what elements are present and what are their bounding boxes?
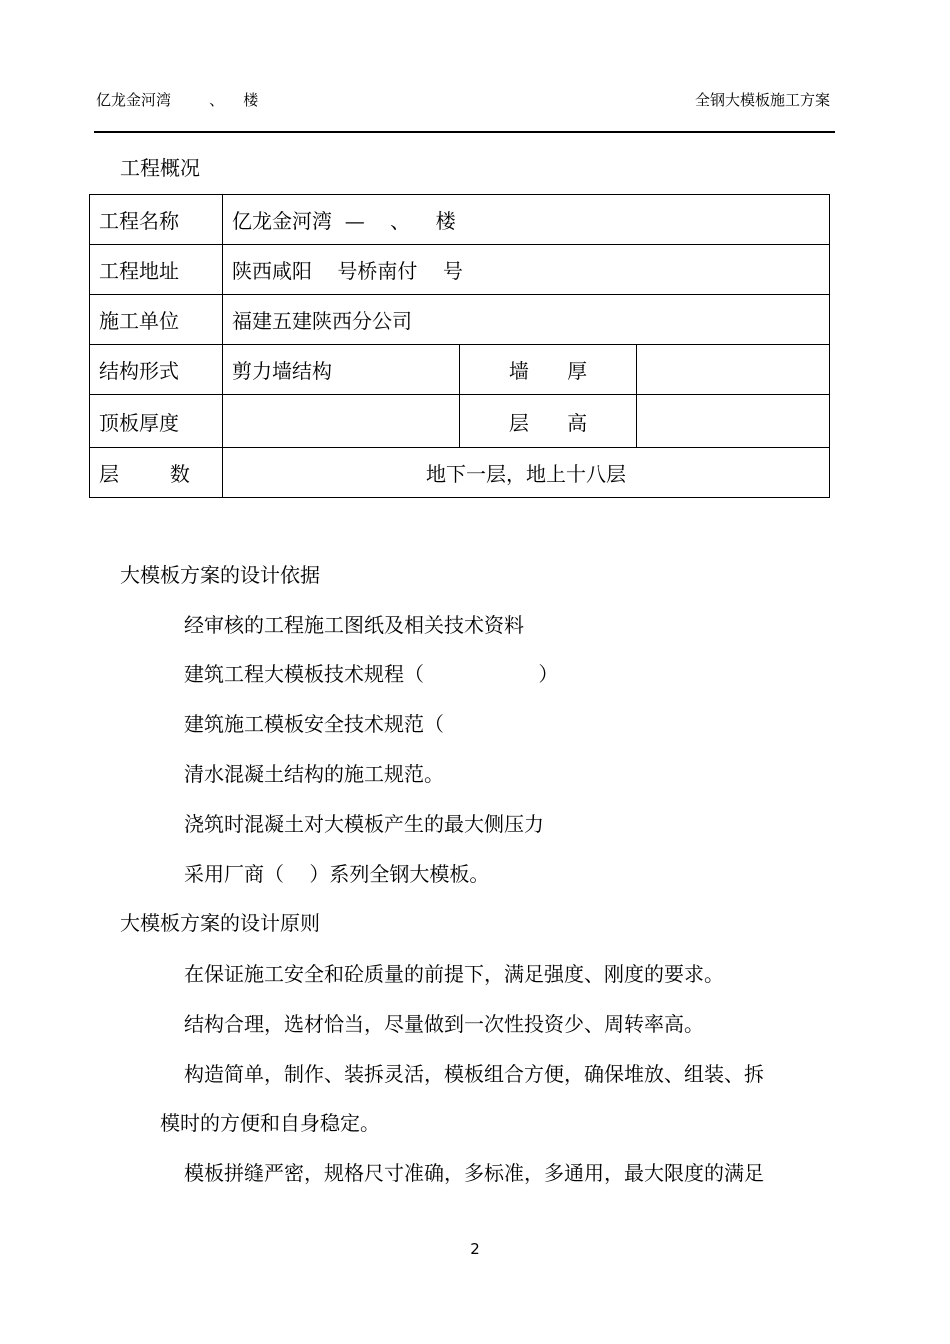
header-divider	[94, 131, 835, 133]
table-row	[90, 345, 830, 395]
table-value-wall-thickness	[637, 345, 830, 395]
list-item: 建筑工程大模板技术规程（ ）	[184, 662, 559, 686]
list-item: 构造简单，制作、装拆灵活，模板组合方便，确保堆放、组装、拆	[184, 1062, 764, 1086]
table-row	[90, 245, 830, 295]
section-title-overview: 工程概况	[120, 156, 200, 180]
table-row	[90, 195, 830, 245]
page-number: 2	[470, 1240, 480, 1258]
list-item: 采用厂商（ ）系列全钢大模板。	[184, 862, 490, 886]
table-value-slab-thickness	[223, 395, 460, 448]
table-value-structure: 剪力墙结构	[223, 345, 460, 395]
table-label-address: 工程地址	[90, 245, 223, 295]
table-value-address: 陕西咸阳 号桥南付 号	[223, 245, 830, 295]
list-item: 建筑施工模板安全技术规范（	[184, 712, 444, 736]
table-value-floor-height	[637, 395, 830, 448]
header-project-name: 亿龙金河湾 、 楼	[96, 91, 259, 109]
table-label-structure: 结构形式	[90, 345, 223, 395]
header-document-title: 全钢大模板施工方案	[694, 91, 830, 109]
table-label-wall-thickness: 墙 厚	[460, 345, 637, 395]
section-title-design-principles: 大模板方案的设计原则	[120, 911, 320, 935]
table-value-floors: 地下一层，地上十八层	[223, 448, 830, 498]
table-label-contractor: 施工单位	[90, 295, 223, 345]
table-label-project-name: 工程名称	[90, 195, 223, 245]
project-info-table	[89, 194, 830, 498]
list-item: 结构合理，选材恰当，尽量做到一次性投资少、周转率高。	[184, 1012, 704, 1036]
list-item: 模板拼缝严密，规格尺寸准确，多标准，多通用，最大限度的满足	[184, 1161, 764, 1185]
list-item: 经审核的工程施工图纸及相关技术资料	[184, 613, 524, 637]
list-item: 在保证施工安全和砼质量的前提下，满足强度、刚度的要求。	[184, 962, 724, 986]
table-row	[90, 448, 830, 498]
list-item-continuation: 模时的方便和自身稳定。	[160, 1111, 380, 1135]
table-label-floor-height: 层 高	[460, 395, 637, 448]
list-item: 清水混凝土结构的施工规范。	[184, 762, 444, 786]
table-row	[90, 295, 830, 345]
table-row	[90, 395, 830, 448]
list-item: 浇筑时混凝土对大模板产生的最大侧压力	[184, 812, 544, 836]
section-title-design-basis: 大模板方案的设计依据	[120, 563, 320, 587]
table-value-contractor: 福建五建陕西分公司	[223, 295, 830, 345]
table-label-floors: 层 数	[90, 448, 223, 498]
table-label-slab-thickness: 顶板厚度	[90, 395, 223, 448]
table-value-project-name: 亿龙金河湾 — 、 楼	[223, 195, 830, 245]
